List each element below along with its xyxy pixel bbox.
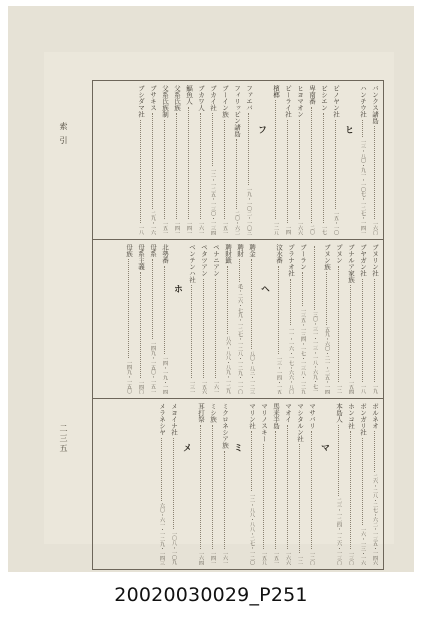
entry-pages: 一六六	[297, 220, 303, 235]
entry-pages: 二〇・六二	[234, 210, 240, 235]
entry-pages: 二六・二八・二七・六二・一三五・一四六	[372, 473, 378, 565]
leader-dots	[188, 107, 189, 219]
index-entry	[169, 403, 178, 565]
index-entry	[331, 85, 340, 235]
margin-title: 索引	[59, 122, 68, 150]
index-frame	[92, 80, 384, 570]
entry-term: ブナルア家族	[347, 244, 355, 283]
entry-pages: 一二	[297, 555, 303, 565]
entry-term: 鰏魚人	[185, 85, 193, 105]
leader-dots	[212, 425, 213, 549]
index-entry	[295, 85, 304, 235]
entry-term: 母系主義	[137, 244, 145, 270]
entry-pages: 一九	[372, 384, 378, 394]
leader-dots	[374, 279, 375, 383]
index-entry	[286, 244, 295, 394]
index-entry	[295, 403, 304, 565]
index-entry	[334, 244, 343, 394]
kana-heading: ホ	[172, 284, 182, 293]
entry-term: 耳打祭	[197, 403, 205, 423]
entry-pages: 一五一	[222, 220, 228, 235]
entry-term: ブーイン族	[221, 85, 229, 118]
leader-dots	[302, 272, 303, 306]
leader-dots	[278, 266, 279, 354]
entry-term: 馬来半島	[272, 403, 280, 429]
tier-divider	[93, 398, 383, 399]
leader-dots	[152, 113, 153, 209]
entry-term: フィリッピン諸島	[233, 85, 241, 137]
index-entry	[244, 85, 253, 235]
leader-dots	[251, 259, 252, 349]
leader-dots	[164, 266, 165, 354]
entry-pages: 一四九・一五〇	[126, 360, 132, 394]
leader-dots	[275, 100, 276, 219]
scan-card	[8, 6, 414, 572]
entry-term: プラナオ社	[287, 244, 295, 277]
entry-pages: 一六〇	[372, 220, 378, 235]
leader-dots	[161, 438, 162, 501]
entry-term: ブカイ社	[209, 85, 217, 111]
index-tier-2	[97, 244, 379, 394]
index-entry	[187, 244, 196, 394]
entry-pages: 一二〇	[309, 550, 315, 565]
index-entry	[184, 85, 193, 235]
index-entry	[334, 403, 343, 565]
index-entry	[235, 244, 244, 394]
image-caption: 20020030029_P251	[114, 584, 308, 606]
entry-term: マシタルン社	[296, 403, 304, 442]
index-entry	[124, 244, 133, 394]
entry-pages: 二三・一二四・一二六・一三〇	[336, 497, 342, 565]
index-entry	[148, 244, 157, 394]
entry-pages: 三〇・三一・一三・一八・六九・七一	[312, 312, 318, 394]
entry-term: ボンガリ社	[359, 403, 367, 436]
kana-heading: メ	[181, 443, 191, 452]
entry-pages: 一六一	[198, 220, 204, 235]
entry-term: 母系	[149, 244, 157, 257]
index-entry	[358, 244, 367, 394]
entry-term: 聘財籤	[224, 244, 232, 264]
entry-term: ファエバ	[245, 85, 253, 111]
entry-pages: 一六一	[222, 550, 228, 565]
entry-term: 聘金	[248, 244, 256, 257]
entry-term: 父系氏族	[173, 85, 181, 111]
index-entry	[358, 85, 367, 235]
leader-dots	[326, 272, 327, 325]
entry-pages: 一五八	[261, 550, 267, 565]
tier-divider	[93, 239, 383, 240]
leader-dots	[335, 120, 336, 209]
index-entry	[271, 85, 280, 235]
index-entry	[208, 85, 217, 235]
index-entry	[160, 85, 169, 235]
entry-term: 本島人	[335, 403, 343, 423]
leader-dots	[350, 285, 351, 378]
entry-term: ピーライ社	[284, 85, 292, 118]
entry-term: ブサキス	[149, 85, 157, 111]
entry-term: ブヌリン社	[371, 244, 379, 277]
entry-pages: 一五四	[348, 379, 354, 394]
index-entry	[247, 403, 256, 565]
leader-dots	[251, 431, 252, 491]
entry-pages: 六〇・六一・一二九・一四三	[159, 502, 165, 565]
entry-pages: 二〇	[309, 225, 315, 235]
entry-pages: 毛・二六・七九・一二七・一二八・一二九・一一〇	[237, 283, 243, 394]
entry-pages: 一七	[321, 225, 327, 235]
entry-term: ボルネオ	[371, 403, 379, 429]
entry-term: プヌン	[335, 244, 343, 264]
entry-term: ビシエン	[320, 85, 328, 111]
leader-dots	[338, 425, 339, 496]
entry-term: マリノスキー	[260, 403, 268, 442]
index-entry	[172, 85, 181, 235]
entry-pages: 一四	[285, 225, 291, 235]
entry-pages: 一六・一三・一六	[360, 526, 366, 565]
entry-term: マオイ	[284, 403, 292, 423]
entry-pages: 一三・八〇・九一・一〇七・一二七・一四一	[360, 138, 366, 235]
entry-pages: 一三〇	[348, 550, 354, 565]
index-entry	[298, 244, 307, 394]
leader-dots	[152, 259, 153, 339]
entry-pages: 一四一	[210, 550, 216, 565]
entry-pages: 一五・一〇	[333, 210, 339, 235]
index-entry	[370, 85, 379, 235]
leader-dots	[362, 120, 363, 137]
leader-dots	[374, 126, 375, 219]
entry-pages: 一四〇	[138, 379, 144, 394]
leader-dots	[164, 120, 165, 219]
index-entry	[283, 85, 292, 235]
entry-term: 汶水番	[275, 244, 283, 264]
entry-term: バンクス諸島	[371, 85, 379, 124]
entry-pages: 一二・一二五・一三〇・一三四	[210, 167, 216, 235]
entry-pages: 一三・一四・一五	[276, 355, 282, 394]
index-entry	[370, 244, 379, 394]
index-entry	[307, 85, 316, 235]
entry-pages: 一三五・一三四・一七・一三八・一二九	[300, 307, 306, 394]
entry-term: ハンチウ社	[359, 85, 367, 118]
index-entry	[322, 244, 331, 394]
entry-pages: 八六・八八・八九・一二九	[225, 336, 231, 394]
leader-dots	[290, 279, 291, 325]
index-entry	[196, 403, 205, 565]
entry-pages: 一四・一九・一四	[162, 355, 168, 394]
entry-pages: 一六四	[198, 550, 204, 565]
leader-dots	[374, 431, 375, 472]
leader-dots	[173, 438, 174, 530]
entry-term: ブーラン	[299, 244, 307, 270]
entry-pages: 一六六	[285, 550, 291, 565]
entry-term: ホンコ社	[347, 403, 355, 429]
book-page	[44, 52, 394, 565]
entry-term: ブカワ人	[197, 85, 205, 111]
kana-heading: マ	[319, 443, 329, 452]
index-entry	[211, 244, 220, 394]
leader-dots	[323, 113, 324, 223]
leader-dots	[236, 139, 237, 209]
entry-term: ペナニアン	[212, 244, 220, 277]
entry-pages: 二九・一六	[150, 210, 156, 235]
entry-pages: 一四一	[174, 220, 180, 235]
entry-term: メラネシヤ	[158, 403, 166, 436]
index-entry	[160, 244, 169, 394]
kana-heading: ヒ	[343, 125, 353, 134]
leader-dots	[239, 259, 240, 282]
entry-term: ベンテンハ社	[188, 244, 196, 283]
entry-pages: 一二八	[273, 220, 279, 235]
index-entry	[136, 244, 145, 394]
index-tier-1	[97, 85, 379, 235]
index-entry	[346, 244, 355, 394]
entry-term: 聘財	[236, 244, 244, 257]
index-entry	[319, 85, 328, 235]
entry-term: ヒヨマオン	[296, 85, 304, 118]
index-entry	[220, 403, 229, 565]
leader-dots	[287, 425, 288, 549]
index-entry	[199, 244, 208, 394]
index-entry	[223, 244, 232, 394]
leader-dots	[299, 120, 300, 219]
entry-pages: 一一・一六・一七・六六・八〇	[288, 326, 294, 394]
entry-term: ブシダマ社	[137, 85, 145, 118]
entry-term: ピノヤン社	[332, 85, 340, 118]
entry-pages: 一五六	[201, 379, 207, 394]
entry-pages: 一三一	[189, 379, 195, 394]
entry-term: 檳榔	[272, 85, 280, 98]
kana-heading: ヘ	[259, 284, 269, 293]
kana-heading: ミ	[232, 443, 242, 452]
entry-term: ミクロネシア族	[221, 403, 229, 449]
leader-dots	[215, 279, 216, 378]
leader-dots	[200, 425, 201, 549]
entry-pages: 一〇八・一〇九	[171, 531, 177, 565]
entry-pages: 一八	[138, 225, 144, 235]
entry-term: メヨイナ社	[170, 403, 178, 436]
leader-dots	[248, 113, 249, 185]
leader-dots	[212, 113, 213, 166]
leader-dots	[200, 113, 201, 219]
leader-dots	[128, 259, 129, 358]
index-entry	[274, 244, 283, 394]
index-entry	[136, 85, 145, 235]
leader-dots	[263, 444, 264, 549]
index-entry	[232, 85, 241, 235]
index-tier-3	[97, 403, 379, 565]
leader-dots	[275, 431, 276, 549]
index-entry	[271, 403, 280, 565]
index-entry	[196, 85, 205, 235]
entry-pages: 八〇・八三・一二三	[249, 350, 255, 394]
index-entry	[283, 403, 292, 565]
entry-pages: 一四一	[186, 220, 192, 235]
index-entry	[259, 403, 268, 565]
entry-term: 母族	[125, 244, 133, 257]
entry-term: 卑南番	[308, 85, 316, 105]
leader-dots	[362, 438, 363, 525]
leader-dots	[311, 107, 312, 224]
kana-heading: フ	[256, 125, 266, 134]
leader-dots	[191, 285, 192, 378]
leader-dots	[338, 266, 339, 383]
entry-pages: 一九・一〇二・一〇三	[246, 186, 252, 235]
leader-dots	[311, 431, 312, 549]
leader-dots	[203, 279, 204, 378]
leader-dots	[176, 113, 177, 219]
entry-pages: 五九・六〇・二一・二五・一四	[324, 326, 330, 394]
entry-pages: 一五一	[162, 220, 168, 235]
index-entry	[220, 85, 229, 235]
index-entry	[307, 403, 316, 565]
index-entry	[247, 244, 256, 394]
entry-term: ブヤガン社	[359, 244, 367, 277]
entry-pages: 一六一	[213, 379, 219, 394]
leader-dots	[227, 266, 228, 335]
index-entry	[310, 244, 319, 394]
entry-term: マサバリ	[308, 403, 316, 429]
entry-term: ミシ族	[209, 403, 217, 423]
entry-pages: 一八	[360, 384, 366, 394]
entry-pages: 一五一	[273, 550, 279, 565]
leader-dots	[287, 120, 288, 224]
index-entry	[358, 403, 367, 565]
index-entry	[370, 403, 379, 565]
leader-dots	[299, 444, 300, 553]
entry-pages: 一二	[336, 384, 342, 394]
entry-term: ブヌン族	[323, 244, 331, 270]
leader-dots	[314, 246, 315, 310]
index-entry	[208, 403, 217, 565]
leader-dots	[140, 272, 141, 378]
page-number: 二三五	[59, 424, 68, 454]
index-entry	[157, 403, 166, 565]
leader-dots	[362, 279, 363, 383]
entry-term: マリン社	[248, 403, 256, 429]
entry-pages: 一二・八八・八八・二七・一二〇	[249, 492, 255, 565]
entry-pages: 一四九・一五〇・一五一	[150, 341, 156, 394]
entry-term: ペタツアン	[200, 244, 208, 277]
leader-dots	[140, 120, 141, 224]
entry-term: 父系氏族制	[161, 85, 169, 118]
leader-dots	[224, 120, 225, 219]
index-entry	[148, 85, 157, 235]
entry-term: 北勢番	[161, 244, 169, 264]
leader-dots	[224, 451, 225, 549]
index-entry	[346, 403, 355, 565]
leader-dots	[350, 431, 351, 549]
